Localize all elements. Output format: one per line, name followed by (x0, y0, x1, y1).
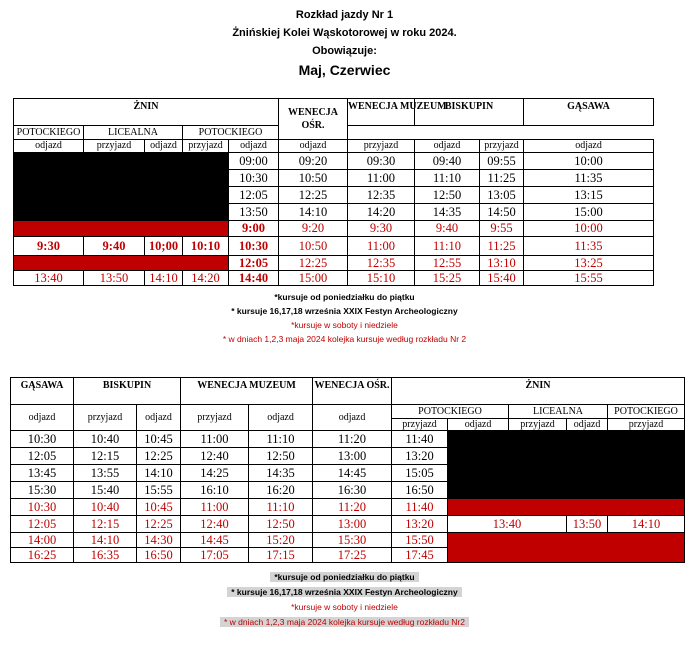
time-cell: 15:40 (480, 271, 524, 286)
time-cell: 12:35 (348, 256, 415, 271)
time-cell: 13:45 (11, 465, 74, 482)
table-row (14, 256, 654, 271)
timetable-gasawa-znin (10, 377, 685, 563)
time-cell: 10:40 (74, 431, 137, 448)
sub-przyjazd: przyjazd (509, 419, 567, 431)
time-cell: 12:50 (249, 448, 313, 465)
header-biskupin: BISKUPIN (415, 99, 524, 126)
time-cell: 9:20 (279, 221, 348, 237)
time-cell: 15:20 (249, 533, 313, 548)
time-cell: 11:25 (480, 170, 524, 187)
note-may-days-2: * w dniach 1,2,3 maja 2024 kolejka kursuje według rozkładu Nr2 (0, 615, 689, 629)
time-cell: 12:05 (11, 448, 74, 465)
header-znin: ŻNIN (392, 378, 685, 405)
timetable-znin-gasawa (13, 98, 654, 286)
time-cell: 14:10 (145, 271, 183, 286)
sub-odjazd: odjazd (567, 419, 608, 431)
time-cell: 13:40 (14, 271, 84, 286)
sub-potockiego-2: POTOCKIEGO (183, 126, 279, 140)
sub-odjazd: odjazd (313, 405, 392, 431)
time-cell: 10;00 (145, 237, 183, 256)
time-cell: 12:50 (415, 187, 480, 204)
time-cell: 10:00 (524, 153, 654, 170)
time-cell: 14:20 (348, 204, 415, 221)
time-cell: 12:25 (279, 187, 348, 204)
time-cell: 16:25 (11, 548, 74, 563)
red-block (14, 221, 229, 237)
time-cell: 13:55 (74, 465, 137, 482)
table-row (14, 271, 654, 286)
time-cell: 11:10 (249, 499, 313, 516)
time-cell: 15:55 (524, 271, 654, 286)
table-row (11, 516, 685, 533)
time-cell: 10:30 (11, 499, 74, 516)
time-cell: 16:30 (313, 482, 392, 499)
time-cell: 13:00 (313, 448, 392, 465)
time-cell: 14:20 (183, 271, 229, 286)
time-cell: 11:10 (249, 431, 313, 448)
time-cell: 16:50 (137, 548, 181, 563)
sub-potockiego-2: POTOCKIEGO (608, 405, 685, 419)
time-cell: 14:10 (74, 533, 137, 548)
time-cell: 10:30 (229, 237, 279, 256)
title-line-4: Maj, Czerwiec (298, 62, 391, 78)
time-cell: 10:30 (229, 170, 279, 187)
time-cell: 15:30 (313, 533, 392, 548)
time-cell: 10:45 (137, 431, 181, 448)
time-cell: 11:00 (181, 431, 249, 448)
sub-przyjazd: przyjazd (392, 419, 448, 431)
time-cell: 16:35 (74, 548, 137, 563)
sub-licealna: LICEALNA (84, 126, 183, 140)
time-cell: 11:25 (480, 237, 524, 256)
time-cell: 15:40 (74, 482, 137, 499)
time-cell: 10:00 (524, 221, 654, 237)
table-row (14, 221, 654, 237)
time-cell: 9:40 (84, 237, 145, 256)
time-cell: 15:55 (137, 482, 181, 499)
time-cell: 12:50 (249, 516, 313, 533)
header-biskupin: BISKUPIN (74, 378, 181, 405)
time-cell: 09:20 (279, 153, 348, 170)
time-cell: 16:50 (392, 482, 448, 499)
time-cell: 14:45 (181, 533, 249, 548)
sub-odjazd: odjazd (415, 140, 480, 153)
time-cell: 15:10 (348, 271, 415, 286)
time-cell: 12:25 (279, 256, 348, 271)
note-weekends: *kursuje w soboty i niedziele (291, 320, 398, 330)
time-cell: 10:50 (279, 170, 348, 187)
sub-odjazd: odjazd (524, 140, 654, 153)
time-cell: 15:50 (392, 533, 448, 548)
time-cell: 9:55 (480, 221, 524, 237)
sub-odjazd: odjazd (145, 140, 183, 153)
red-block (448, 533, 685, 563)
time-cell: 11:35 (524, 237, 654, 256)
sub-przyjazd: przyjazd (181, 405, 249, 431)
time-cell: 14:10 (608, 516, 685, 533)
time-cell: 13:50 (567, 516, 608, 533)
sub-przyjazd: przyjazd (608, 419, 685, 431)
note-weekends-2: *kursuje w soboty i niedziele (291, 602, 398, 612)
header-gasawa: GĄSAWA (11, 378, 74, 405)
blackout-block (448, 431, 685, 499)
time-cell: 17:45 (392, 548, 448, 563)
sub-odjazd: odjazd (14, 140, 84, 153)
time-cell: 10:40 (74, 499, 137, 516)
time-cell: 14:10 (279, 204, 348, 221)
time-cell: 13:50 (229, 204, 279, 221)
sub-odjazd: odjazd (229, 140, 279, 153)
time-cell: 09:30 (348, 153, 415, 170)
time-cell: 14:50 (480, 204, 524, 221)
time-cell: 15:25 (415, 271, 480, 286)
time-cell: 11:10 (415, 170, 480, 187)
header-gasawa: GĄSAWA (524, 99, 654, 126)
header-wenecja-muzeum: WENECJA MUZEUM (181, 378, 313, 405)
time-cell: 16:20 (249, 482, 313, 499)
time-cell: 14:25 (181, 465, 249, 482)
header-znin: ŻNIN (14, 99, 279, 126)
header-wenecja-osr: WENECJA OŚR. (279, 99, 348, 140)
time-cell: 09:40 (415, 153, 480, 170)
time-cell: 09:00 (229, 153, 279, 170)
time-cell: 9:00 (229, 221, 279, 237)
time-cell: 9:30 (348, 221, 415, 237)
time-cell: 12:25 (137, 448, 181, 465)
note-weekdays: *kursuje od poniedziałku do piątku (274, 292, 415, 302)
time-cell: 9:30 (14, 237, 84, 256)
time-cell: 12:35 (348, 187, 415, 204)
red-block (448, 499, 685, 516)
time-cell: 12:15 (74, 448, 137, 465)
table-row (11, 533, 685, 548)
title-line-2: Żnińskiej Kolei Wąskotorowej w roku 2024. (232, 27, 457, 39)
sub-potockiego: POTOCKIEGO (392, 405, 509, 419)
blackout-block (14, 153, 229, 221)
time-cell: 11:40 (392, 499, 448, 516)
time-cell: 13:10 (480, 256, 524, 271)
sub-przyjazd: przyjazd (480, 140, 524, 153)
time-cell: 12:25 (137, 516, 181, 533)
time-cell: 11:00 (181, 499, 249, 516)
time-cell: 12:05 (229, 256, 279, 271)
time-cell: 14:35 (249, 465, 313, 482)
time-cell: 11:00 (348, 170, 415, 187)
time-cell: 15:30 (11, 482, 74, 499)
time-cell: 12:55 (415, 256, 480, 271)
table-row (11, 431, 685, 448)
sub-przyjazd: przyjazd (84, 140, 145, 153)
time-cell: 11:40 (392, 431, 448, 448)
time-cell: 17:15 (249, 548, 313, 563)
time-cell: 12:15 (74, 516, 137, 533)
time-cell: 17:25 (313, 548, 392, 563)
note-festyn: * kursuje 16,17,18 września XXIX Festyn Archeologiczny (231, 306, 458, 316)
time-cell: 16:10 (181, 482, 249, 499)
sub-odjazd: odjazd (137, 405, 181, 431)
time-cell: 10:50 (279, 237, 348, 256)
time-cell: 12:40 (181, 516, 249, 533)
time-cell: 13:20 (392, 448, 448, 465)
sub-odjazd: odjazd (448, 419, 509, 431)
note-weekdays-2: *kursuje od poniedziałku do piątku (0, 570, 689, 584)
time-cell: 12:05 (11, 516, 74, 533)
time-cell: 13:20 (392, 516, 448, 533)
sub-odjazd: odjazd (249, 405, 313, 431)
time-cell: 15:00 (279, 271, 348, 286)
sub-potockiego: POTOCKIEGO (14, 126, 84, 140)
title-line-1: Rozkład jazdy Nr 1 (295, 9, 394, 21)
time-cell: 10:30 (11, 431, 74, 448)
time-cell: 13:05 (480, 187, 524, 204)
time-cell: 10:10 (183, 237, 229, 256)
time-cell: 13:40 (448, 516, 567, 533)
sub-przyjazd: przyjazd (74, 405, 137, 431)
time-cell: 15:00 (524, 204, 654, 221)
sub-odjazd: odjazd (11, 405, 74, 431)
time-cell: 13:00 (313, 516, 392, 533)
time-cell: 17:05 (181, 548, 249, 563)
time-cell: 11:00 (348, 237, 415, 256)
time-cell: 14:45 (313, 465, 392, 482)
time-cell: 14:00 (11, 533, 74, 548)
time-cell: 10:45 (137, 499, 181, 516)
title-line-3: Obowiązuje: (312, 45, 377, 57)
header-wenecja-muzeum: WENECJA MUZEUM (348, 99, 415, 126)
sub-licealna: LICEALNA (509, 405, 608, 419)
table-row (14, 237, 654, 256)
time-cell: 14:40 (229, 271, 279, 286)
table-row (11, 499, 685, 516)
time-cell: 11:35 (524, 170, 654, 187)
time-cell: 13:25 (524, 256, 654, 271)
sub-odjazd: odjazd (279, 140, 348, 153)
time-cell: 9:40 (415, 221, 480, 237)
note-may-days: * w dniach 1,2,3 maja 2024 kolejka kursuje według rozkładu Nr 2 (222, 334, 467, 344)
time-cell: 12:05 (229, 187, 279, 204)
sub-przyjazd: przyjazd (183, 140, 229, 153)
time-cell: 14:30 (137, 533, 181, 548)
time-cell: 12:40 (181, 448, 249, 465)
time-cell: 11:20 (313, 431, 392, 448)
note-festyn-2: * kursuje 16,17,18 września XXIX Festyn Archeologiczny (0, 585, 689, 599)
time-cell: 14:35 (415, 204, 480, 221)
red-block (14, 256, 229, 271)
time-cell: 15:05 (392, 465, 448, 482)
sub-przyjazd: przyjazd (348, 140, 415, 153)
time-cell: 14:10 (137, 465, 181, 482)
time-cell: 13:50 (84, 271, 145, 286)
table-row (14, 153, 654, 170)
time-cell: 13:15 (524, 187, 654, 204)
header-wenecja-osr: WENECJA OŚR. (313, 378, 392, 405)
time-cell: 09:55 (480, 153, 524, 170)
time-cell: 11:20 (313, 499, 392, 516)
time-cell: 11:10 (415, 237, 480, 256)
